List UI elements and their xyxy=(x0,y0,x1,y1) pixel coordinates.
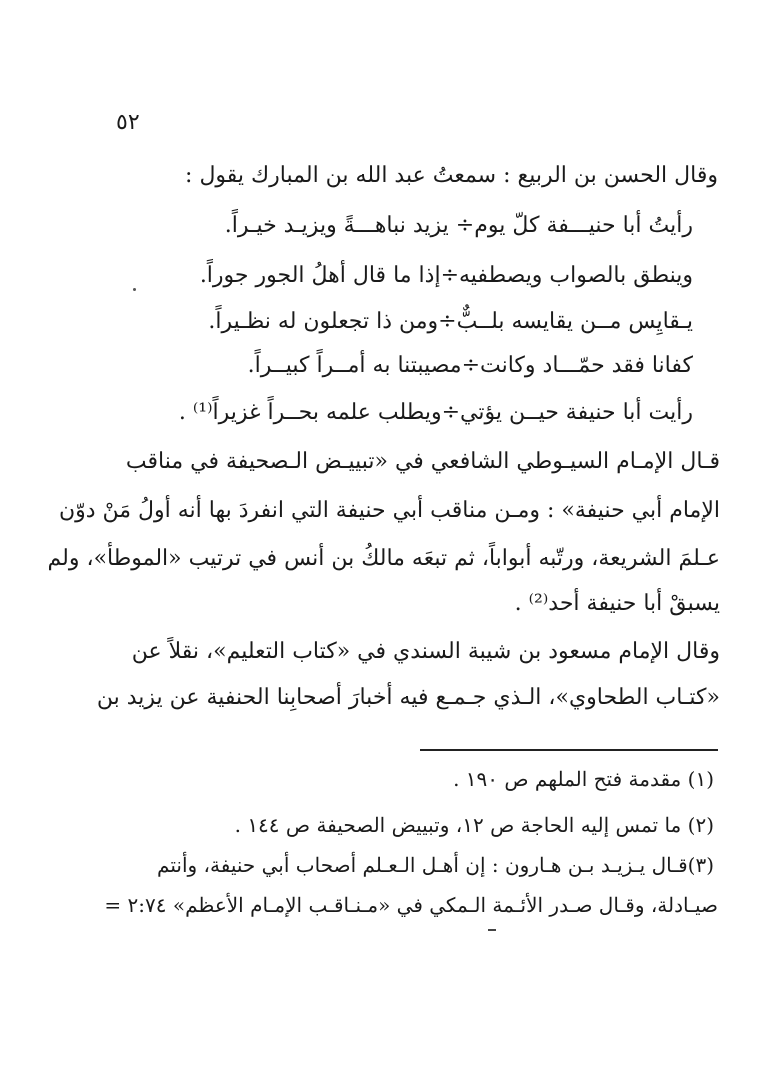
text-line: يسبقْ أبا حنيفة أحد⁽²⁾ . xyxy=(514,591,720,616)
footnote-line: (٢) ما تمس إليه الحاجة ص ١٢، وتبييض الصحيفة ص ١٤٤ . xyxy=(234,813,714,837)
text-line: عـلمَ الشريعة، ورتّبه أبواباً، ثم تبعَه مالكُ بن أنس في ترتيب «الموطأ»، ولم xyxy=(47,546,720,571)
page-number: ٥٢ xyxy=(116,110,140,135)
footnote-line: (١) مقدمة فتح الملهم ص ١٩٠ . xyxy=(453,767,714,791)
poem-line: كفانا فقد حمّـــاد وكانت÷مصيبتنا به أمــراً كبيــراً. xyxy=(247,353,693,378)
poem-line: يـقايِس مــن يقايسه بلــبٌّ÷ومن ذا تجعلون له نظـيراً. xyxy=(208,309,693,334)
poem-line: رأيتُ أبا حنيـــفة كلّ يوم÷ يزيد نباهـــةً ويزيـد خيـراً. xyxy=(224,213,693,238)
text-line: الإمام أبي حنيفة» : ومـن مناقب أبي حنيفة التي انفردَ بها أنه أولُ مَنْ دوّن xyxy=(58,498,720,523)
poem-line: رأيت أبا حنيفة حيــن يؤتي÷ويطلب علمه بحــراً غزيراً⁽¹⁾ . xyxy=(178,400,693,425)
text-line: «كتـاب الطحاوي»، الـذي جـمـع فيه أخبارَ أصحابِنا الحنفية عن يزيد بن xyxy=(96,685,720,710)
footnote-divider xyxy=(420,749,718,751)
text-line: وقال الإمام مسعود بن شيبة السندي في «كتاب التعليم»، نقلاً عن xyxy=(131,639,720,664)
continuation-mark xyxy=(488,929,496,931)
stray-dot xyxy=(133,288,136,291)
text-line: وقال الحسن بن الربيع : سمعتُ عبد الله بن المبارك يقول : xyxy=(185,163,718,188)
footnote-line: (٣)قـال يـزيـد بـن هـارون : إن أهـل الـعـلم أصحاب أبي حنيفة، وأنتم xyxy=(157,853,714,877)
footnote-line: صيـادلة، وقـال صـدر الأئـمة الـمكي في «مـنـاقـب الإمـام الأعظم» ٢:٧٤ = xyxy=(104,893,718,917)
poem-line: وينطق بالصواب ويصطفيه÷إذا ما قال أهلُ الجور جوراً. xyxy=(199,263,693,288)
text-line: قـال الإمـام السيـوطي الشافعي في «تبييـض الـصحيفة في مناقب xyxy=(125,449,720,474)
